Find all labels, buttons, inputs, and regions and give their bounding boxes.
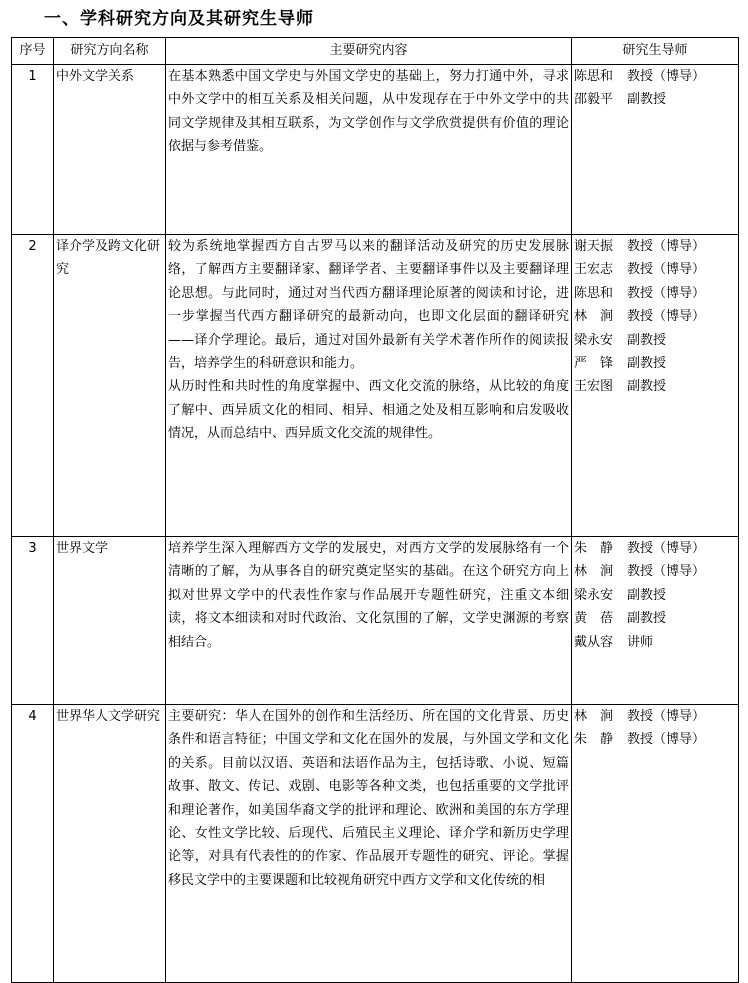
- advisor-title: 教授（博导）: [627, 262, 706, 278]
- header-num: 序号: [12, 38, 54, 65]
- row-num: 4: [12, 705, 54, 983]
- advisor-title: 副教授: [627, 356, 667, 372]
- advisor-title: 副教授: [627, 92, 667, 108]
- advisor-name: 林 涧: [574, 709, 614, 724]
- advisor-name: 谢天振: [574, 239, 614, 254]
- advisor: [574, 282, 736, 305]
- row-advisors: [572, 705, 739, 983]
- advisor-name: 黄 蓓: [574, 611, 614, 627]
- table-row: [12, 65, 739, 235]
- row-num: 1: [12, 65, 54, 235]
- row-num: 3: [12, 537, 54, 705]
- table-row: [12, 537, 739, 705]
- advisor-name: 林 涧: [574, 309, 614, 325]
- advisor-name: 王宏志: [574, 262, 614, 278]
- advisor-name: 王宏图: [574, 379, 614, 395]
- advisor-name: 陈思和: [574, 285, 614, 301]
- table-header-row: [12, 38, 739, 65]
- table-row: [12, 705, 739, 983]
- research-directions-table: [11, 37, 739, 983]
- advisor-name: 陈思和: [574, 69, 614, 84]
- row-direction: 世界文学: [54, 537, 166, 705]
- advisor-title: 教授（博导）: [627, 732, 706, 748]
- advisor-title: 教授（博导）: [627, 309, 706, 325]
- table-row: [12, 235, 739, 537]
- advisor: [574, 235, 736, 258]
- advisor: [574, 88, 736, 111]
- advisor-name: 梁永安: [574, 332, 614, 348]
- content-paragraph: 从历时性和共时性的角度掌握中、西文化交流的脉络，从比较的角度了解中、西异质文化的相同、相异、相通之处及相互影响和启发吸收情况，从而总结中、西异质文化交流的规律性。: [168, 379, 569, 442]
- advisor-name: 邵毅平: [574, 92, 614, 108]
- advisor: [574, 631, 736, 654]
- advisor: [574, 65, 736, 88]
- row-direction: 中外文学关系: [54, 65, 166, 235]
- advisor: [574, 705, 736, 728]
- header-advisors: 研究生导师: [572, 38, 739, 65]
- advisor: [574, 375, 736, 398]
- advisor-name: 林 涧: [574, 564, 614, 580]
- advisor: [574, 305, 736, 328]
- row-advisors: [572, 235, 739, 537]
- advisor-title: 副教授: [627, 611, 667, 627]
- advisor: [574, 352, 736, 375]
- advisor: [574, 560, 736, 583]
- row-content: 主要研究：华人在国外的创作和生活经历、所在国的文化背景、历史条件和语言特征；中国文学和文化在国外的发展，与外国文学和文化的关系。目前以汉语、英语和法语作品为主，包括诗歌、小说、短篇故事、散文、传记、戏剧、电影等各种文类，也包括重要的文学批评和理论著作，如美国华裔文学的批评和理论、欧洲和美国的东方学理论、女性文学比较、后现代、后殖民主义理论、译介学和新历史学理论等，对具有代表性的的作家、作品展开专题性的研究、评论。掌握移民文学中的主要课题和比较视角研究中西方文学和文化传统的相: [166, 705, 572, 983]
- advisor: [574, 537, 736, 560]
- advisor-title: 副教授: [627, 587, 667, 603]
- row-advisors: [572, 537, 739, 705]
- advisor-title: 教授（博导）: [627, 541, 706, 556]
- section-heading: 一、学科研究方向及其研究生导师: [44, 9, 314, 29]
- content-paragraph: 较为系统地掌握西方自古罗马以来的翻译活动及研究的历史发展脉络，了解西方主要翻译家、翻译学者、主要翻译事件以及主要翻译理论思想。与此同时，通过对当代西方翻译理论原著的阅读和讨论，进一步掌握当代西方翻译研究的最新动向，也即文化层面的翻译研究——译介学理论。最后，通过对国外最新有关学术著作所作的阅读报告，培养学生的科研意识和能力。: [168, 239, 569, 372]
- advisor-title: 讲师: [627, 634, 654, 650]
- advisor-name: 梁永安: [574, 587, 614, 603]
- advisor-title: 教授（博导）: [627, 239, 706, 254]
- advisor-title: 副教授: [627, 332, 667, 348]
- row-direction: 世界华人文学研究: [54, 705, 166, 983]
- row-content: 在基本熟悉中国文学史与外国文学史的基础上，努力打通中外，寻求中外文学中的相互关系及相关问题，从中发现存在于中外文学中的共同文学规律及其相互联系，为文学创作与文学欣赏提供有价值的理论依据与参考借鉴。: [166, 65, 572, 235]
- advisor: [574, 728, 736, 751]
- advisor-name: 严 锋: [574, 356, 614, 372]
- advisor-title: 教授（博导）: [627, 564, 706, 580]
- advisor-title: 教授（博导）: [627, 285, 706, 301]
- advisor: [574, 258, 736, 281]
- header-content: 主要研究内容: [166, 38, 572, 65]
- row-content: [166, 235, 572, 537]
- advisor: [574, 584, 736, 607]
- advisor-title: 教授（博导）: [627, 69, 706, 84]
- advisor-title: 教授（博导）: [627, 709, 706, 724]
- advisor: [574, 329, 736, 352]
- row-content: 培养学生深入理解西方文学的发展史，对西方文学的发展脉络有一个清晰的了解，为从事各自的研究奠定坚实的基础。在这个研究方向上拟对世界文学中的代表性作家与作品展开专题性研究，注重文本细读，将文本细读和对时代政治、文化氛围的了解，文学史渊源的考察相结合。: [166, 537, 572, 705]
- row-advisors: [572, 65, 739, 235]
- advisor: [574, 607, 736, 630]
- advisor-title: 副教授: [627, 379, 667, 395]
- row-num: 2: [12, 235, 54, 537]
- advisor-name: 朱 静: [574, 732, 614, 748]
- advisor-name: 朱 静: [574, 541, 614, 556]
- header-direction: 研究方向名称: [54, 38, 166, 65]
- row-direction: 译介学及跨文化研究: [54, 235, 166, 537]
- advisor-name: 戴从容: [574, 634, 614, 650]
